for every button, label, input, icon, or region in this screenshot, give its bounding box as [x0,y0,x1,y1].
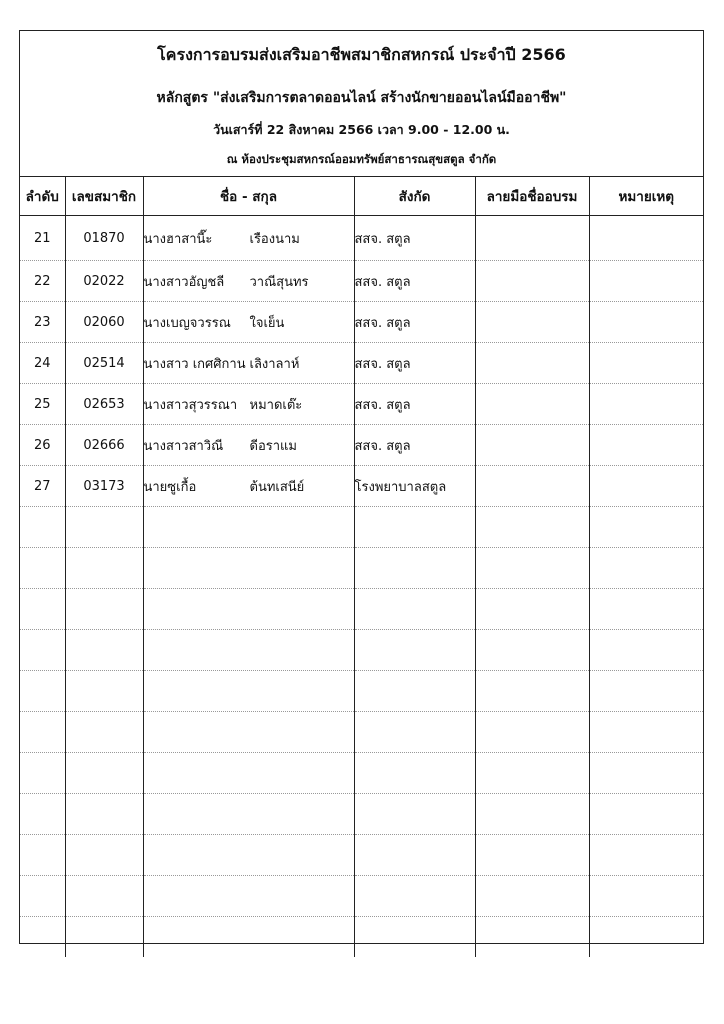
table-row [20,589,703,630]
member-name [143,876,354,917]
column-header-remark: หมายเหตุ [589,177,703,216]
last-name: วาณีสุนทร [249,274,309,290]
affiliation [354,630,475,671]
remark-cell[interactable] [589,794,703,835]
member-name [143,302,354,343]
remark-cell[interactable] [589,671,703,712]
signature-cell[interactable] [475,835,589,876]
affiliation [354,835,475,876]
signature-cell[interactable] [475,261,589,302]
member-name [143,548,354,589]
signature-cell[interactable] [475,753,589,794]
table-row [20,794,703,835]
remark-cell[interactable] [589,466,703,507]
signature-cell[interactable] [475,384,589,425]
signature-cell[interactable] [475,630,589,671]
table-row [20,302,703,343]
remark-cell[interactable] [589,876,703,917]
last-name: ใจเย็น [249,315,285,331]
member-id [65,589,143,630]
member-id [65,794,143,835]
document-header [20,31,703,177]
member-name [143,835,354,876]
first-name: นายซูเกื้อ [143,479,197,495]
member-id [65,876,143,917]
row-number: 22 [20,261,65,302]
signature-cell[interactable] [475,671,589,712]
remark-cell[interactable] [589,630,703,671]
first-name: นางสาวสุวรรณา [143,397,238,413]
signature-cell[interactable] [475,216,589,261]
row-number [20,630,65,671]
row-number [20,794,65,835]
member-id [65,507,143,548]
table-row [20,835,703,876]
signature-cell[interactable] [475,343,589,384]
signature-cell[interactable] [475,794,589,835]
member-id [65,753,143,794]
table-row [20,630,703,671]
signature-cell[interactable] [475,712,589,753]
remark-cell[interactable] [589,589,703,630]
affiliation [354,507,475,548]
affiliation [354,753,475,794]
attendance-table [20,177,703,957]
member-name [143,794,354,835]
affiliation: สสจ. สตูล [354,261,475,302]
table-row [20,671,703,712]
column-header-name: ชื่อ - สกุล [143,177,354,216]
column-header-signature: ลายมือชื่ออบรม [475,177,589,216]
remark-cell[interactable] [589,302,703,343]
first-name: นางสาว เกศศิกาน [143,356,246,372]
affiliation [354,794,475,835]
event-venue: ณ ห้องประชุมสหกรณ์ออมทรัพย์สาธารณสุขสตูล จำกัด [226,152,497,166]
member-id [65,835,143,876]
table-row [20,753,703,794]
member-name [143,425,354,466]
attendance-sheet [19,30,704,944]
member-name [143,384,354,425]
member-id [65,630,143,671]
member-id: 02060 [65,302,143,343]
signature-cell[interactable] [475,548,589,589]
remark-cell[interactable] [589,216,703,261]
first-name: นางสาวอัญชลี [143,274,225,290]
column-header-member-id: เลขสมาชิก [65,177,143,216]
table-row [20,712,703,753]
row-number [20,671,65,712]
member-id: 02666 [65,425,143,466]
remark-cell[interactable] [589,753,703,794]
member-id: 02653 [65,384,143,425]
member-id: 01870 [65,216,143,261]
table-header-row [20,177,703,216]
remark-cell[interactable] [589,261,703,302]
signature-cell[interactable] [475,589,589,630]
first-name: นางฮาสานี๊ะ [143,231,213,247]
column-header-affiliation: สังกัด [354,177,475,216]
table-row [20,216,703,261]
table-row [20,425,703,466]
member-name [143,589,354,630]
table-row [20,507,703,548]
column-header-no: ลำดับ [20,177,65,216]
row-number [20,753,65,794]
member-name [143,917,354,958]
table-row [20,466,703,507]
member-id [65,712,143,753]
member-name [143,630,354,671]
row-number: 25 [20,384,65,425]
row-number [20,712,65,753]
row-number [20,589,65,630]
member-name [143,507,354,548]
member-name [143,343,354,384]
member-id [65,548,143,589]
remark-cell[interactable] [589,712,703,753]
affiliation: สสจ. สตูล [354,302,475,343]
member-name [143,216,354,261]
member-name [143,261,354,302]
first-name: นางสาวสาวิณี [143,438,224,454]
row-number [20,548,65,589]
affiliation: โรงพยาบาลสตูล [354,466,475,507]
affiliation [354,589,475,630]
first-name: นางเบญจวรรณ [143,315,231,331]
table-row [20,917,703,958]
member-name [143,466,354,507]
signature-cell[interactable] [475,917,589,958]
document-title: โครงการอบรมส่งเสริมอาชีพสมาชิกสหกรณ์ ประจำปี 2566 [157,45,566,64]
member-name [143,712,354,753]
remark-cell[interactable] [589,343,703,384]
last-name: เลิงาลาห์ [249,356,300,372]
row-number: 26 [20,425,65,466]
affiliation [354,712,475,753]
table-body [20,216,703,958]
remark-cell[interactable] [589,425,703,466]
last-name: หมาดเต๊ะ [249,397,303,413]
table-row [20,261,703,302]
member-name [143,671,354,712]
row-number: 27 [20,466,65,507]
table-row [20,343,703,384]
member-id [65,671,143,712]
row-number: 23 [20,302,65,343]
remark-cell[interactable] [589,835,703,876]
event-datetime: วันเสาร์ที่ 22 สิงหาคม 2566 เวลา 9.00 - 12.00 น. [213,122,510,137]
remark-cell[interactable] [589,917,703,958]
member-id: 02514 [65,343,143,384]
affiliation: สสจ. สตูล [354,343,475,384]
row-number [20,876,65,917]
table-row [20,876,703,917]
remark-cell[interactable] [589,548,703,589]
remark-cell[interactable] [589,507,703,548]
affiliation: สสจ. สตูล [354,216,475,261]
row-number: 24 [20,343,65,384]
affiliation: สสจ. สตูล [354,425,475,466]
row-number [20,917,65,958]
row-number [20,835,65,876]
course-title: หลักสูตร "ส่งเสริมการตลาดออนไลน์ สร้างนักขายออนไลน์มืออาชีพ" [156,90,567,106]
table-row [20,548,703,589]
last-name: ต้นทเสนีย์ [249,479,305,495]
member-id: 03173 [65,466,143,507]
affiliation: สสจ. สตูล [354,384,475,425]
member-name [143,753,354,794]
row-number: 21 [20,216,65,261]
member-id: 02022 [65,261,143,302]
signature-cell[interactable] [475,876,589,917]
signature-cell[interactable] [475,507,589,548]
affiliation [354,917,475,958]
table-row [20,384,703,425]
last-name: ดีอราแม [249,438,297,454]
last-name: เรืองนาม [249,231,300,247]
affiliation [354,876,475,917]
affiliation [354,671,475,712]
member-id [65,917,143,958]
remark-cell[interactable] [589,384,703,425]
signature-cell[interactable] [475,302,589,343]
signature-cell[interactable] [475,425,589,466]
row-number [20,507,65,548]
signature-cell[interactable] [475,466,589,507]
affiliation [354,548,475,589]
